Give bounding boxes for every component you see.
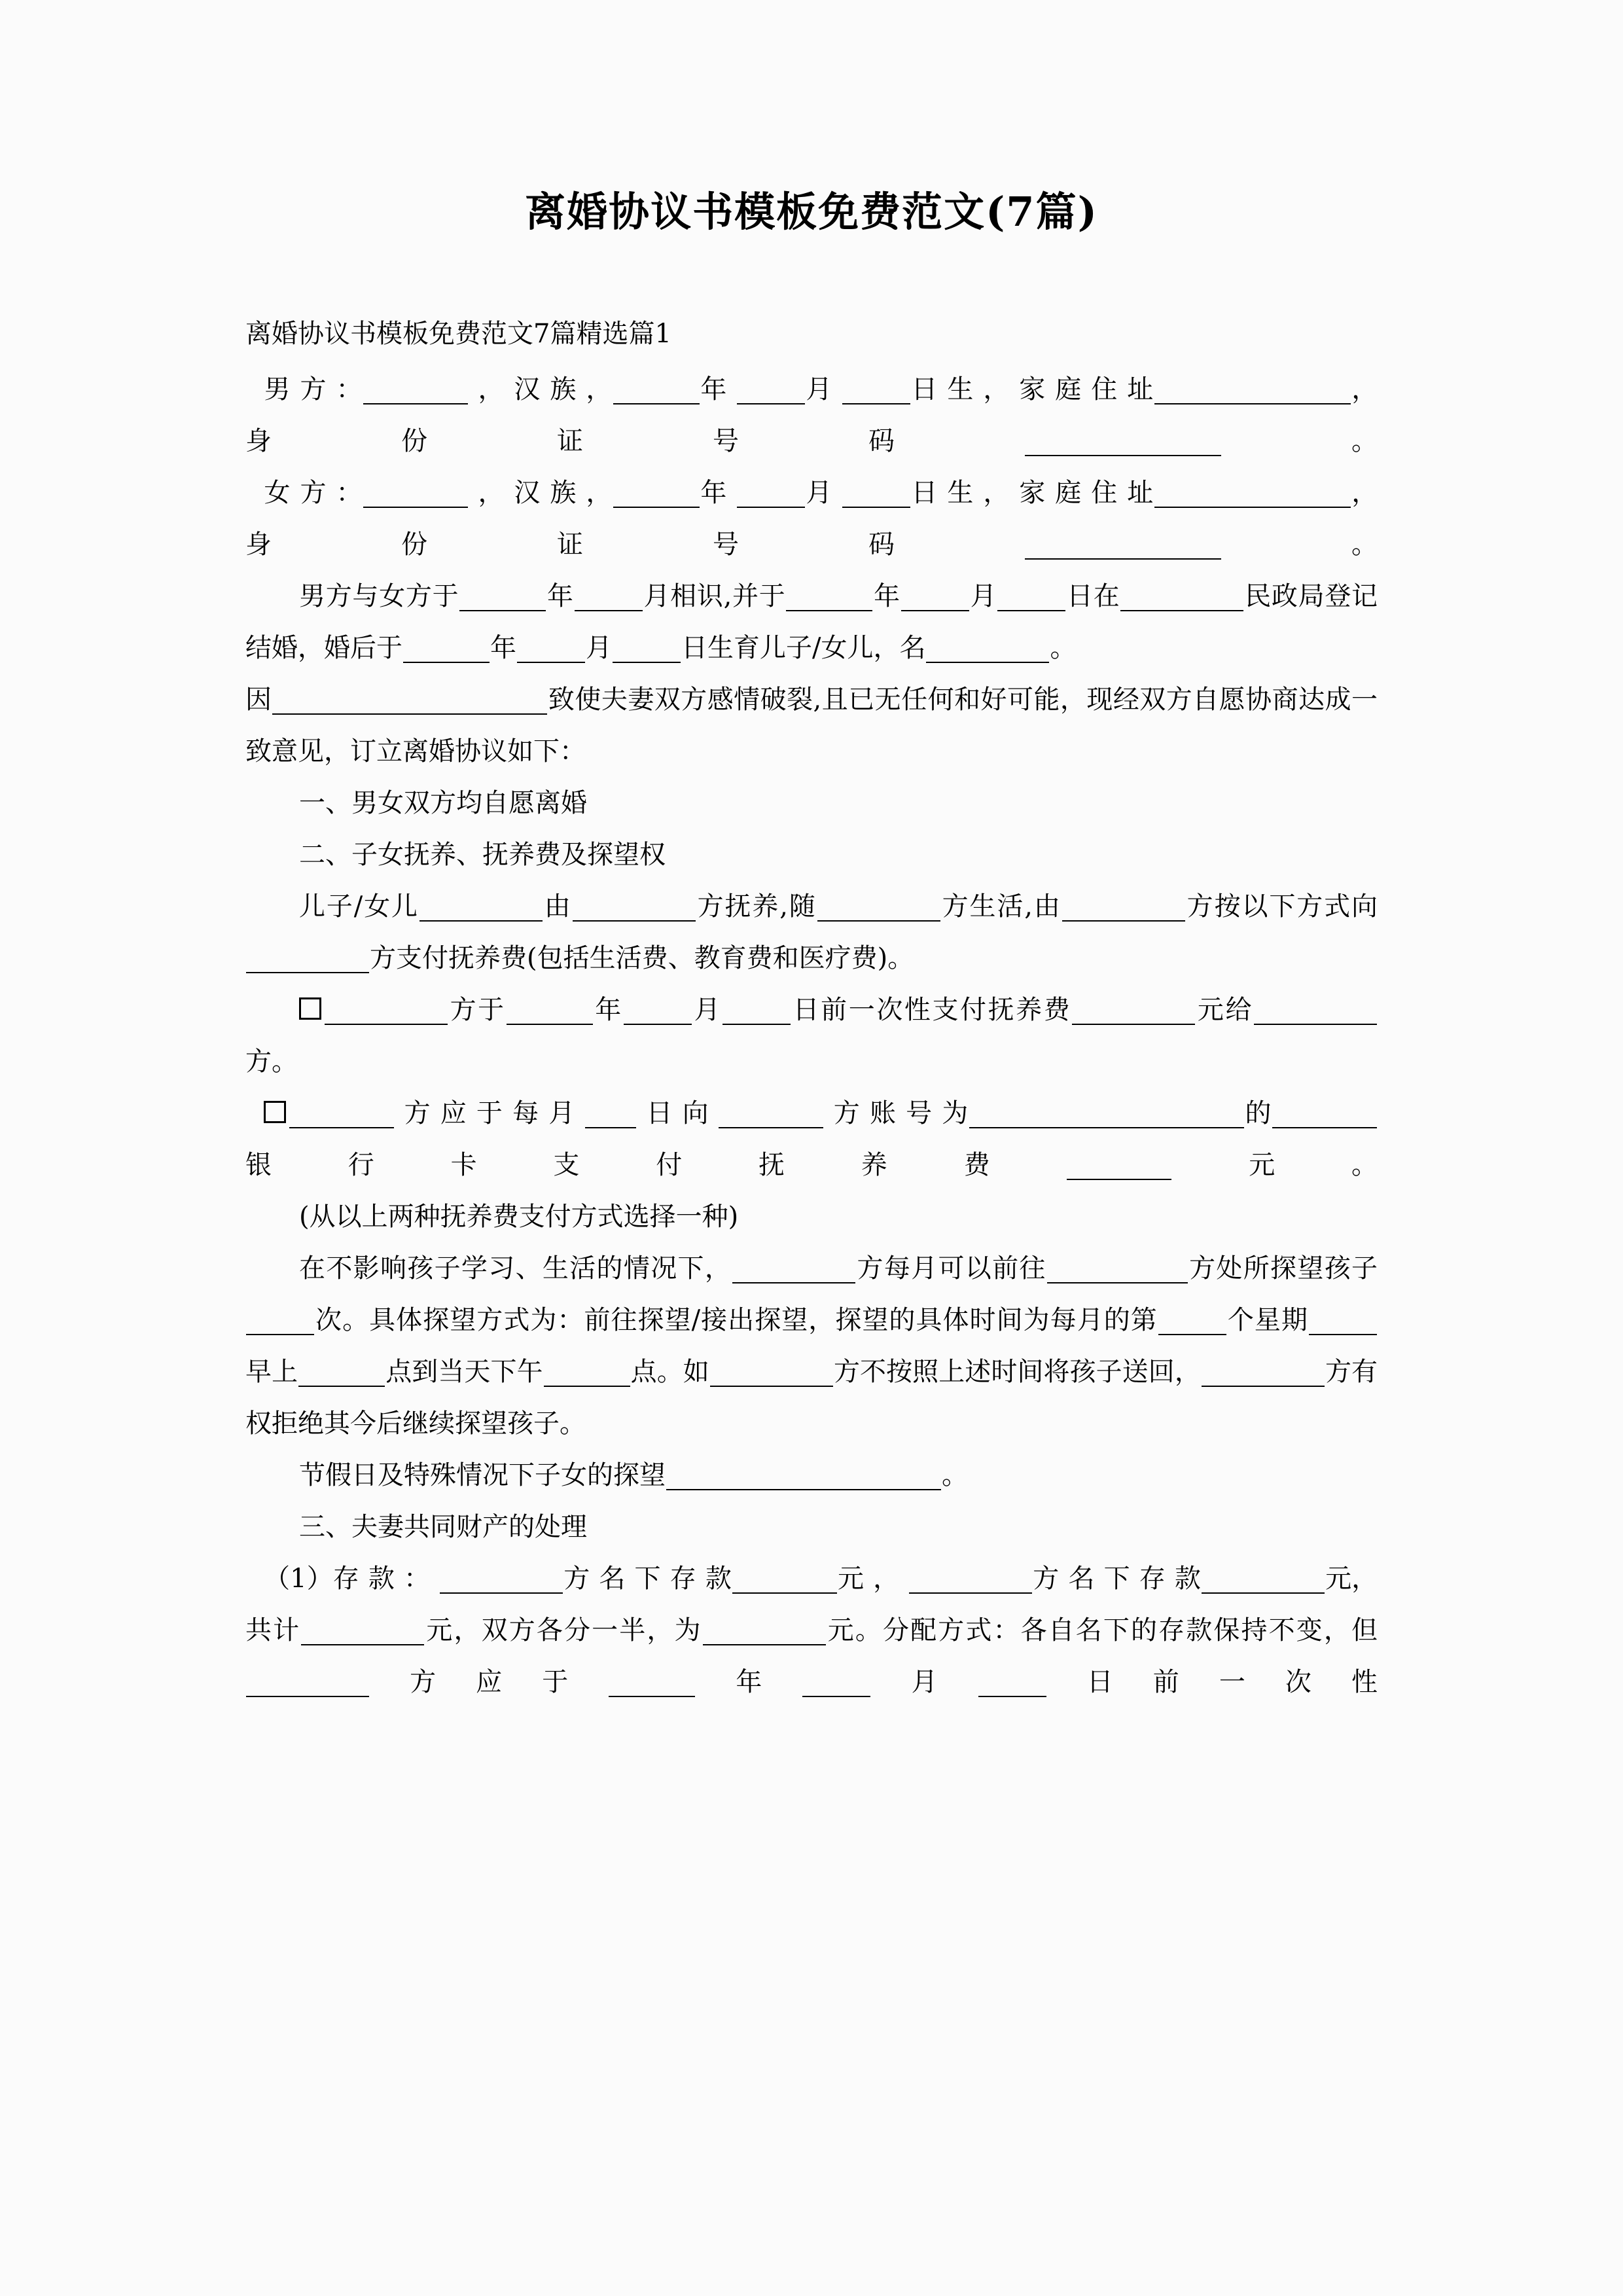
paragraph-visitation: 在不影响孩子学习、生活的情况下， 方每月可以前往 方处所探望孩子次。具体探望方式为：前往探望/接出探望，探望的具体时间为每月的第 个星期早上 点到当天下午 点。如 方不按照上述时间将孩子送回， 方有权拒绝其今后继续探望孩子。 [245,1253,1378,1439]
heading-clause-three: 三、夫妻共同财产的处理 [299,1511,587,1542]
paragraph-female-party: 女 方 ： ， 汉 族 ， 年 月 日 生 ， 家 庭 住 址 ，身份证号码 。 [245,477,1378,560]
paragraph-payment-option-monthly: 方 应 于 每 月 日 向 方 账 号 为 的银行卡支付抚养费 元。 [245,1098,1378,1180]
paragraph-payment-note: (从以上两种抚养费支付方式选择一种) [299,1201,739,1232]
page-title: 离婚协议书模板免费范文(7篇) [525,188,1098,236]
paragraph-holiday-visitation: 节假日及特殊情况下子女的探望 。 [299,1460,968,1490]
paragraph-payment-option-lump-sum: 方于 年 月 日前一次性支付抚养费 元给方。 [245,984,1378,1088]
paragraph-marriage-history: 男方与女方于 年 月相识,并于 年 月 日在 民政局登记结婚，婚后于 年 月 日生育儿子/女儿，名 。 [245,581,1378,663]
article-subtitle: 离婚协议书模板免费范文7篇精选篇1 [245,318,671,349]
checkbox-monthly[interactable] [264,1101,286,1123]
paragraph-breakdown-reason: 因 致使夫妻双方感情破裂,且已无任何和好可能，现经双方自愿协商达成一致意见，订立离婚协议如下： [245,684,1378,766]
document-content-column [245,0,1378,1708]
paragraph-custody: 儿子/女儿 由 方抚养,随 方生活,由 方按以下方式向方支付抚养费(包括生活费、教育费和医疗费)。 [245,881,1378,984]
heading-clause-one: 一、男女双方均自愿离婚 [299,787,587,818]
document-body [245,308,1378,1708]
heading-clause-two: 二、子女抚养、抚养费及探望权 [299,839,666,870]
paragraph-male-party: 男 方 ： ， 汉 族 ， 年 月 日 生 ， 家 庭 住 址 ，身份证号码 。 [245,374,1378,456]
paragraph-deposits: （1）存 款 ： 方 名 下 存 款 元 ， 方 名 下 存 款 元，共计 元，双方各分一半，为 元。分配方式：各自名下的存款保持不变，但方应于 年 月 日前一次性 [245,1563,1378,1697]
checkbox-lump-sum[interactable] [299,997,321,1020]
